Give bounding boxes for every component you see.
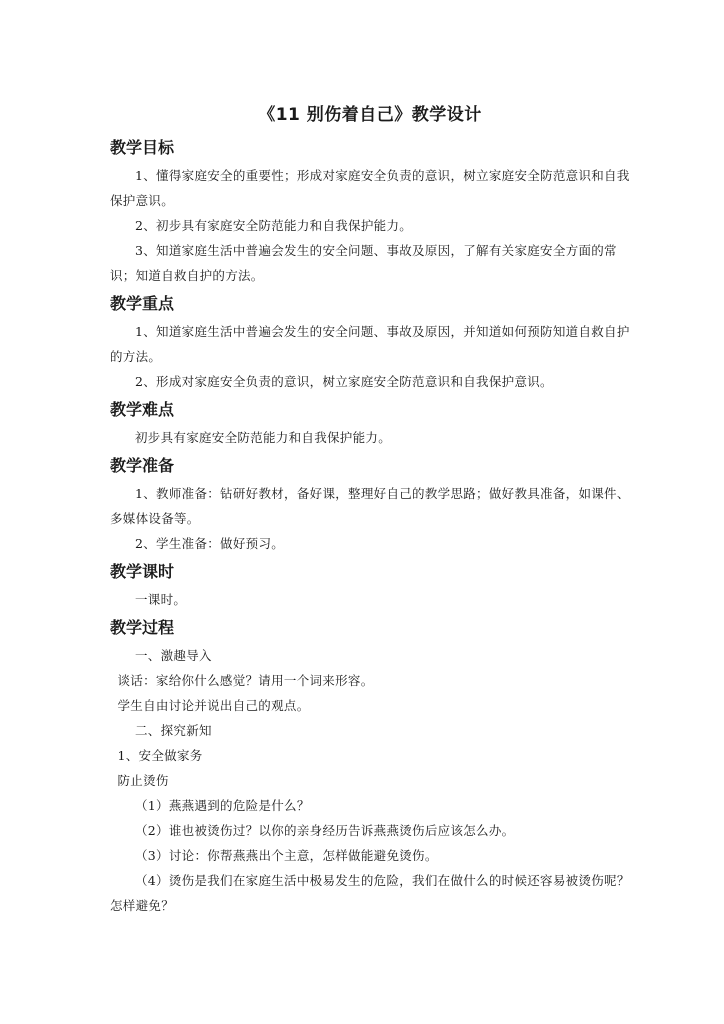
paragraph: 2、形成对家庭安全负责的意识，树立家庭安全防范意识和自我保护意识。 — [135, 374, 553, 389]
paragraph: 一、激趣导入 — [135, 648, 212, 663]
section-heading: 教学准备 — [110, 456, 175, 475]
document-page — [110, 100, 630, 918]
paragraph: 1、知道家庭生活中普遍会发生的安全问题、事故及原因，并知道如何预防知道自救自护的方法。 — [110, 324, 630, 364]
paragraph: （2）谁也被烫伤过？以你的亲身经历告诉燕燕烫伤后应该怎么办。 — [135, 823, 515, 838]
section-heading: 教学重点 — [110, 294, 175, 313]
paragraph: （4）烫伤是我们在家庭生活中极易发生的危险，我们在做什么的时候还容易被烫伤呢？怎样避免？ — [110, 873, 630, 913]
section-class-hours — [110, 560, 630, 612]
paragraph: 2、初步具有家庭安全防范能力和自我保护能力。 — [135, 218, 413, 233]
paragraph: 1、懂得家庭安全的重要性；形成对家庭安全负责的意识，树立家庭安全防范意识和自我保护意识。 — [110, 168, 630, 208]
section-heading: 教学过程 — [110, 618, 175, 637]
paragraph: 3、知道家庭生活中普遍会发生的安全问题、事故及原因，了解有关家庭安全方面的常识；知道自救自护的方法。 — [110, 243, 617, 283]
paragraph: 一课时。 — [135, 592, 187, 607]
paragraph: 1、教师准备：钻研好教材，备好课，整理好自己的教学思路；做好教具准备，如课件、多媒体设备等。 — [110, 486, 630, 526]
section-preparation — [110, 454, 630, 556]
section-heading: 教学课时 — [110, 562, 175, 581]
paragraph: 初步具有家庭安全防范能力和自我保护能力。 — [135, 430, 392, 445]
section-process — [110, 616, 630, 918]
paragraph: （3）讨论：你帮燕燕出个主意，怎样做能避免烫伤。 — [135, 848, 438, 863]
section-heading: 教学目标 — [110, 138, 175, 157]
paragraph: 谈话：家给你什么感觉？请用一个词来形容。 — [117, 673, 374, 688]
document-title: 《11 别伤着自己》教学设计 — [258, 105, 482, 125]
paragraph: 二、探究新知 — [135, 723, 212, 738]
paragraph: 1、安全做家务 — [117, 748, 203, 763]
section-heading: 教学难点 — [110, 400, 175, 419]
paragraph: 学生自由讨论并说出自己的观点。 — [117, 698, 310, 713]
section-difficulties — [110, 398, 630, 450]
paragraph: （1）燕燕遇到的危险是什么？ — [135, 798, 310, 813]
section-objectives — [110, 136, 630, 288]
section-key-points — [110, 292, 630, 394]
paragraph: 2、学生准备：做好预习。 — [135, 536, 285, 551]
paragraph: 防止烫伤 — [117, 773, 169, 788]
